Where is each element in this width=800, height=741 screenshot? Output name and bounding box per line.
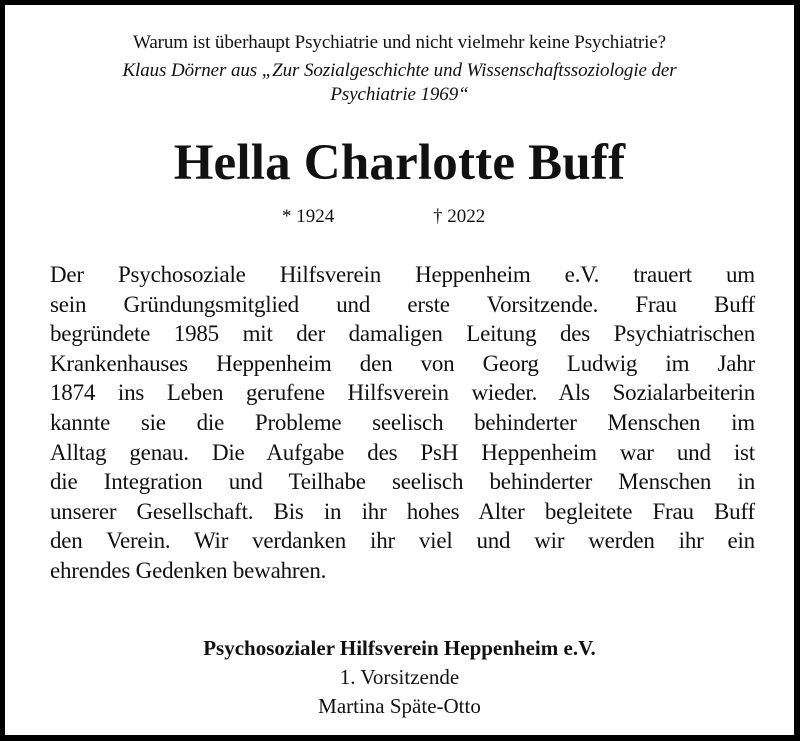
signature-name: Martina Späte-Otto [318, 694, 481, 718]
signature-organization: Psychosozialer Hilfsverein Heppenheim e.V. [203, 636, 596, 660]
birth-year: * 1924 [282, 206, 335, 227]
body-line: Der Psychosoziale Hilfsverein Heppenheim e.V. trauert um [50, 262, 755, 287]
epigraph-quote: Warum ist überhaupt Psychiatrie und nicht vielmehr keine Psychiatrie? [133, 32, 666, 53]
body-line: ehrendes Gedenken bewahren. [50, 557, 327, 583]
body-line: unserer Gesellschaft. Bis in ihr hohes Alter begleitete Frau Buff [50, 498, 755, 524]
body-line: den Verein. Wir verdanken ihr viel und wir werden ihr ein [50, 528, 755, 554]
body-line: Krankenhauses Heppenheim den von Georg Ludwig im Jahr [50, 350, 755, 376]
epigraph-source-line-2: Psychiatrie 1969“ [330, 84, 469, 105]
death-year: † 2022 [433, 206, 486, 227]
body-line: Alltag genau. Die Aufgabe des PsH Heppenheim war und ist [50, 439, 755, 465]
signature-role: 1. Vorsitzende [339, 665, 460, 689]
body-line: kannte sie die Probleme seelisch behinderter Menschen im [50, 409, 755, 435]
body-line: sein Gründungsmitglied und erste Vorsitzende. Frau Buff [50, 291, 755, 317]
body-line: begründete 1985 mit der damaligen Leitung des Psychiatrischen [50, 321, 755, 347]
obituary-notice [5, 5, 794, 735]
deceased-name: Hella Charlotte Buff [173, 135, 626, 191]
body-line: 1874 ins Leben gerufene Hilfsverein wieder. Als Sozialarbeiterin [50, 380, 755, 406]
obituary-body [50, 260, 755, 586]
epigraph-source-line-1: Klaus Dörner aus „Zur Sozialgeschichte und Wissenschaftssoziologie der [122, 60, 677, 81]
body-line: die Integration und Teilhabe seelisch behinderter Menschen in [50, 469, 755, 495]
